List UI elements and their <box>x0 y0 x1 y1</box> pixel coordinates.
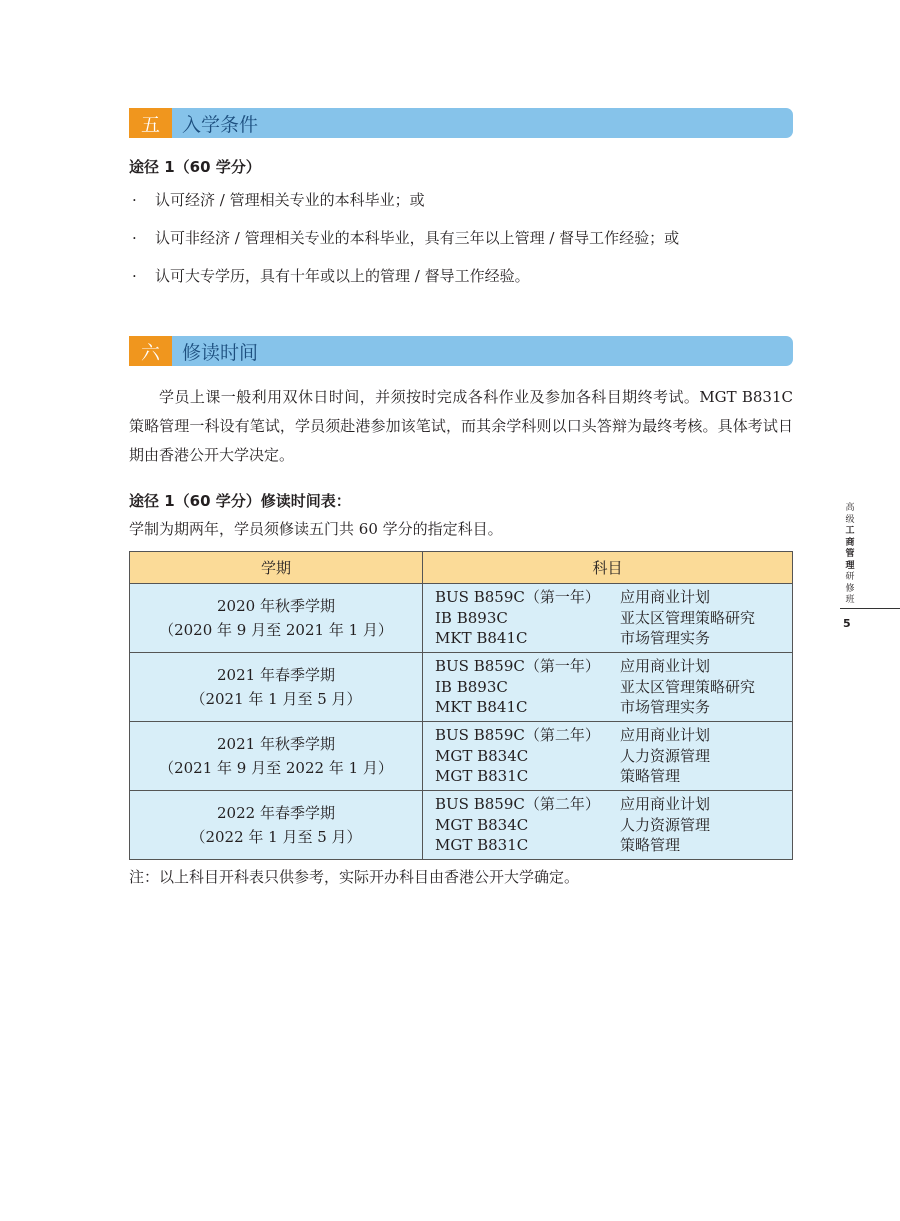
list-item: · 认可大专学历，具有十年或以上的管理 / 督导工作经验。 <box>132 267 530 285</box>
section-5-title: 入学条件 <box>182 113 259 136</box>
column-header-courses: 科目 <box>423 552 793 584</box>
page-number: 5 <box>843 617 851 630</box>
term-cell: 2021 年春季学期 （2021 年 1 月至 5 月） <box>130 653 423 722</box>
course-entry: MGT B831C 策略管理 <box>435 767 681 786</box>
courses-cell <box>423 653 793 722</box>
course-entry: IB B893C 亚太区管理策略研究 <box>435 608 756 627</box>
course-entry: MGT B831C 策略管理 <box>435 836 681 855</box>
section-6-title: 修读时间 <box>182 341 259 364</box>
course-entry: BUS B859C（第一年） 应用商业计划 <box>435 657 711 676</box>
section-6-number: 六 <box>129 336 172 366</box>
course-entry: BUS B859C（第二年） 应用商业计划 <box>435 795 711 814</box>
schedule-table <box>129 551 793 860</box>
term-cell: 2021 年秋季学期 （2021 年 9 月至 2022 年 1 月） <box>130 722 423 791</box>
term-cell: 2020 年秋季学期 （2020 年 9 月至 2021 年 1 月） <box>130 584 423 653</box>
admission-requirements-list <box>129 190 679 304</box>
section-5-number: 五 <box>129 108 172 138</box>
course-entry: MKT B841C 市场管理实务 <box>435 698 711 717</box>
list-item: · 认可非经济 / 管理相关专业的本科毕业，具有三年以上管理 / 督导工作经验；或 <box>132 229 680 247</box>
table-row <box>130 791 793 860</box>
course-entry: BUS B859C（第一年） 应用商业计划 <box>435 588 711 607</box>
course-entry: IB B893C 亚太区管理策略研究 <box>435 677 756 696</box>
schedule-note: 注：以上科目开科表只供参考，实际开办科目由香港公开大学确定。 <box>129 868 580 886</box>
courses-cell <box>423 791 793 860</box>
side-tab-label: 高 级 工 商 管 理 研 修 班 <box>845 503 855 605</box>
study-time-paragraph: 学员上课一般利用双休日时间，并须按时完成各科作业及参加各科目期终考试。MGT B831C 策略管理一科设有笔试，学员须赴港参加该笔试，而其余学科则以口头答辩为最终考核。具体考试日期由香港公开大学决定。 <box>129 388 793 464</box>
schedule-heading: 途径 1（60 学分）修读时间表： <box>129 492 351 510</box>
course-entry: MKT B841C 市场管理实务 <box>435 629 711 648</box>
table-row <box>130 653 793 722</box>
section-6-header <box>129 336 793 366</box>
course-entry: MGT B834C 人力资源管理 <box>435 815 711 834</box>
table-row <box>130 722 793 791</box>
term-cell: 2022 年春季学期 （2022 年 1 月至 5 月） <box>130 791 423 860</box>
course-entry: BUS B859C（第二年） 应用商业计划 <box>435 726 711 745</box>
list-item: · 认可经济 / 管理相关专业的本科毕业；或 <box>132 191 425 209</box>
route-1-heading: 途径 1（60 学分） <box>129 158 261 176</box>
schedule-intro: 学制为期两年，学员须修读五门共 60 学分的指定科目。 <box>129 520 503 538</box>
section-5-header <box>129 108 793 138</box>
courses-cell <box>423 584 793 653</box>
courses-cell <box>423 722 793 791</box>
side-divider <box>840 608 900 609</box>
table-row <box>130 584 793 653</box>
course-entry: MGT B834C 人力资源管理 <box>435 746 711 765</box>
column-header-term: 学期 <box>130 552 423 584</box>
